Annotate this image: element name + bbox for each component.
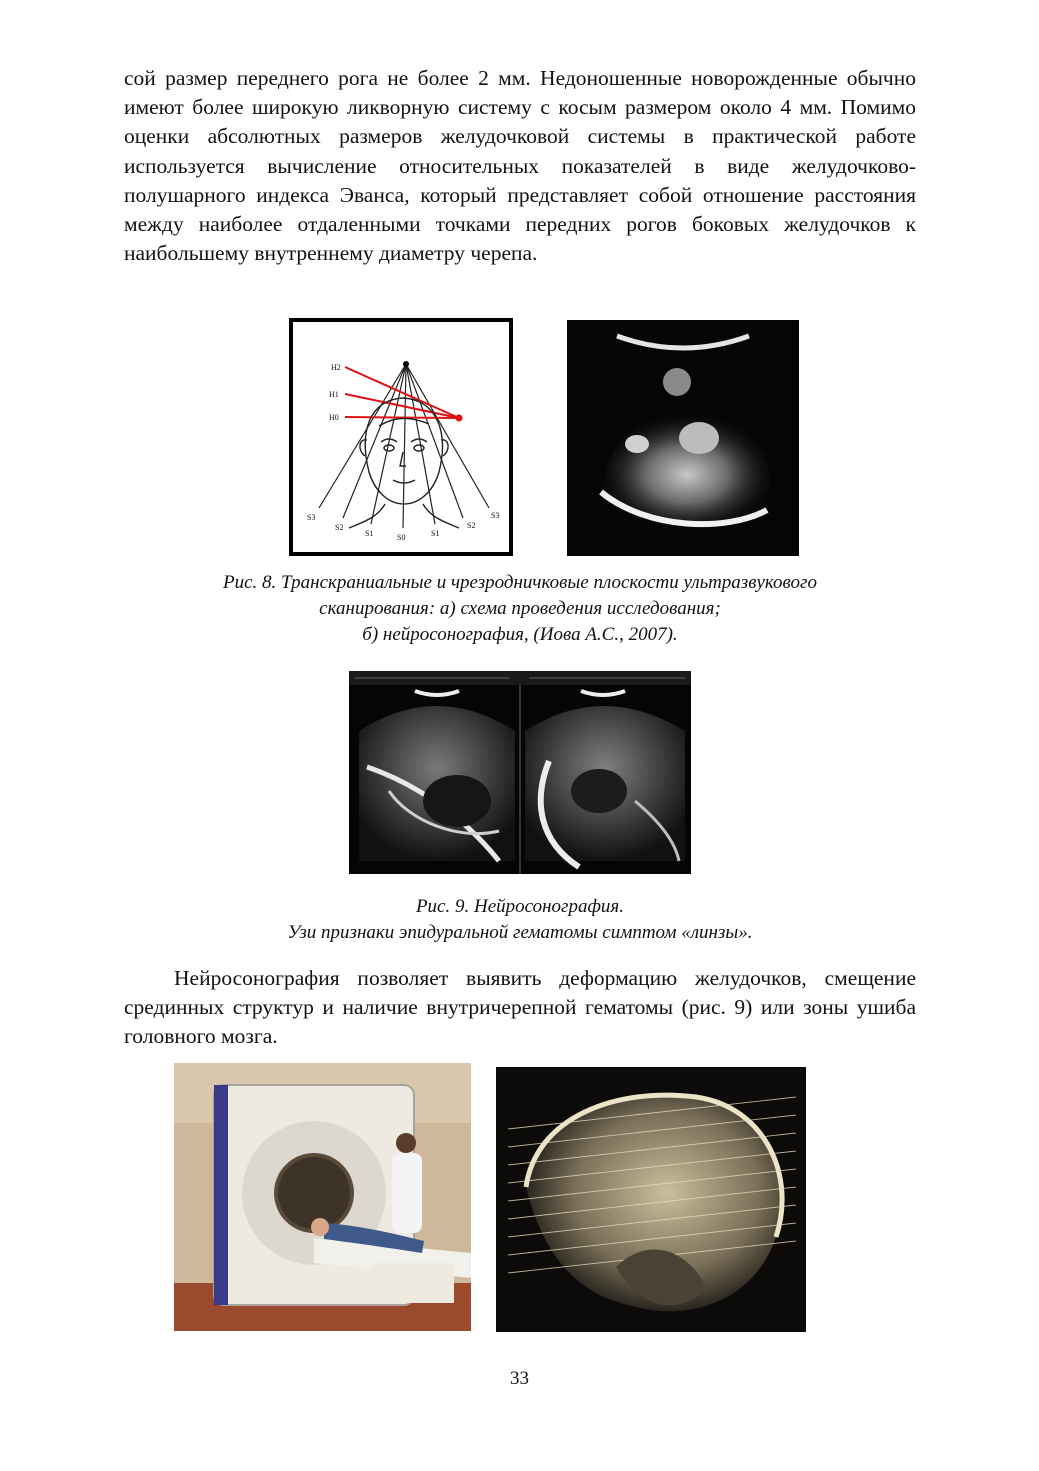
paragraph-neurosonography: Нейросонография позволяет выявить деформацию желудочков, смещение срединных структур и наличие внутричерепной гематомы (рис. 9) или зоны ушиба головного мозга. [124, 966, 916, 1049]
figure-9-caption [124, 894, 916, 946]
caption-line: б) нейросонография, (Иова А.С., 2007). [362, 624, 678, 645]
figure-9-ultrasound [349, 671, 691, 874]
caption-line: Узи признаки эпидуральной гематомы симптом «линзы». [287, 922, 753, 943]
label-s2-right: S2 [467, 521, 476, 530]
label-s3-left: S3 [307, 513, 316, 522]
caption-line: Рис. 8. Транскраниальные и чрезродничковые плоскости ультразвукового [223, 572, 817, 593]
label-h2: H2 [331, 363, 341, 372]
caption-line: Рис. 9. Нейросонография. [415, 896, 625, 917]
label-s0: S0 [397, 533, 406, 542]
photo-ct-topogram [496, 1067, 806, 1332]
photo-ct-scanner [174, 1063, 471, 1331]
label-s3-right: S3 [491, 511, 500, 520]
label-h0: H0 [329, 413, 339, 422]
label-s1-right: S1 [431, 529, 440, 538]
figure-8-caption [124, 570, 916, 648]
page-number: 33 [510, 1368, 529, 1389]
paragraph-intro: сой размер переднего рога не более 2 мм. Недоношенные новорожденные обычно имеют более широкую ликворную систему с косым размером около 4 мм. Помимо оценки абсолютных размеров желудочковой системы в практической работе используется вычисление относительных показателей в виде желудочково-полушарного индекса Эванса, который представляет собой отношение расстояния между наиболее отдаленными точками передних рогов боковых желудочков к наибольшему внутреннему диаметру черепа. [124, 66, 916, 266]
caption-line: сканирования: а) схема проведения исследования; [319, 598, 721, 619]
figure-8a-scheme [289, 318, 513, 556]
label-h1: H1 [329, 390, 339, 399]
figure-8b-ultrasound [567, 320, 799, 556]
label-s1-left: S1 [365, 529, 374, 538]
label-s2-left: S2 [335, 523, 344, 532]
